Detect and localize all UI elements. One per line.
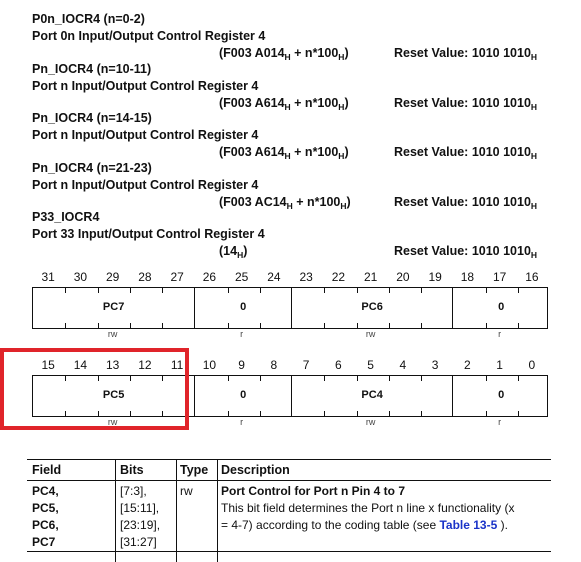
field-name: PC7 — [102, 301, 125, 313]
bit-tick — [421, 376, 422, 381]
reset-value: Reset Value: 1010 $1010_H$ — [394, 46, 538, 62]
register-address: (F003 $AC14_H + n*100_H$) — [219, 194, 351, 211]
bit-number: 20 — [396, 270, 410, 284]
bit-tick — [518, 411, 519, 416]
bit-number: 18 — [460, 270, 475, 284]
bit-number: 14 — [73, 358, 88, 372]
field-access: rw — [365, 329, 376, 339]
bit-number: 3 — [431, 358, 439, 372]
desc-title: Port Control for Port n Pin 4 to 7 — [221, 484, 405, 498]
bit-tick — [98, 288, 99, 293]
bit-tick — [130, 323, 131, 328]
register-address: $(14_H)$ — [219, 244, 248, 260]
desc-line2: = 4-7) according to the coding table (see Table 13-5 ). — [221, 518, 508, 532]
bit-number: 22 — [331, 270, 346, 284]
bit-number: 4 — [399, 358, 407, 372]
bit-tick — [65, 288, 66, 293]
register-name: P33_IOCR4 — [32, 210, 100, 224]
bit-tick — [260, 323, 261, 328]
bit-number: 26 — [202, 270, 217, 284]
register-field — [33, 288, 194, 328]
register-address: (F003 $A614_H + n*100_H$) — [219, 95, 349, 112]
register-name: Pn_IOCR4 (n=14-15) — [32, 111, 152, 125]
register-address: (F003 $A614_H + n*100_H$) — [219, 145, 349, 161]
register-title: Port n Input/Output Control Register 4 — [32, 177, 259, 192]
bit-tick — [324, 288, 325, 293]
bit-number: 15 — [41, 358, 55, 372]
bit-number: 30 — [73, 270, 88, 284]
bit-tick — [357, 376, 358, 381]
bit-tick — [324, 411, 325, 416]
register-field — [291, 376, 452, 416]
bit-number: 8 — [270, 358, 278, 372]
reset-value: Reset Value: 1010 $1010_H$ — [394, 95, 538, 112]
bit-tick — [260, 376, 261, 381]
field-name: 0 — [240, 301, 247, 313]
bit-number: 17 — [492, 270, 507, 284]
header-description: Description — [221, 463, 290, 477]
bit-number: 25 — [234, 270, 249, 284]
bit-tick — [260, 288, 261, 293]
bit-tick — [98, 323, 99, 328]
register-title: Port n Input/Output Control Register 4 — [32, 78, 259, 93]
bit-tick — [389, 376, 390, 381]
field-access: r — [498, 417, 502, 427]
reset-value: Reset Value: 1010 $1010_H$ — [394, 194, 538, 211]
field-name: 0 — [498, 389, 505, 401]
bit-tick — [162, 288, 163, 293]
field-access: rw — [107, 417, 118, 427]
register-field — [452, 288, 549, 328]
field-access: rw — [107, 329, 118, 339]
bit-tick — [518, 376, 519, 381]
bit-number: 0 — [528, 358, 536, 372]
register-title: Port n Input/Output Control Register 4 — [32, 128, 259, 142]
bit-tick — [421, 323, 422, 328]
header-bits: Bits — [120, 463, 144, 477]
bit-number: 12 — [138, 358, 152, 372]
bit-tick — [486, 288, 487, 293]
bit-number: 1 — [496, 358, 503, 372]
field-name: 0 — [240, 389, 247, 401]
register-name: Pn_IOCR4 (n=21-23) — [32, 160, 152, 175]
desc-line1: This bit field determines the Port n line x functionality (x — [221, 501, 515, 515]
register-name: P0n_IOCR4 (n=0-2) — [32, 12, 145, 26]
bit-tick — [162, 323, 163, 328]
bit-number: 6 — [335, 358, 342, 372]
field-type: rw — [180, 484, 193, 498]
bit-number: 7 — [302, 358, 310, 372]
bit-tick — [389, 288, 390, 293]
register-field — [194, 376, 291, 416]
bit-tick — [228, 411, 229, 416]
bit-tick — [65, 323, 66, 328]
bit-tick — [130, 288, 131, 293]
bit-tick — [228, 323, 229, 328]
reset-value: Reset Value: 1010 $1010_H$ — [394, 244, 538, 260]
bit-tick — [357, 323, 358, 328]
bit-number: 10 — [202, 358, 217, 372]
bit-tick — [486, 323, 487, 328]
highlight-box — [0, 348, 189, 430]
header-field: Field — [32, 463, 62, 477]
field-access: r — [240, 417, 244, 427]
field-name: PC4 — [361, 389, 383, 401]
bit-number: 29 — [105, 270, 120, 284]
register-field — [452, 376, 549, 416]
bit-tick — [486, 376, 487, 381]
bit-number: 5 — [367, 358, 374, 372]
register-address: (F003 $A014_H + n*100_H$) — [219, 46, 349, 62]
field-description — [221, 483, 514, 534]
field-access: r — [240, 329, 244, 339]
bit-number: 31 — [41, 270, 55, 284]
bit-number: 21 — [363, 270, 378, 284]
register-title: Port 33 Input/Output Control Register 4 — [32, 227, 265, 241]
bit-tick — [324, 323, 325, 328]
reset-value: Reset Value: 1010 $1010_H$ — [394, 145, 538, 161]
bit-tick — [260, 411, 261, 416]
bit-tick — [389, 323, 390, 328]
bit-number: 24 — [267, 270, 281, 284]
bit-tick — [228, 376, 229, 381]
bit-tick — [421, 411, 422, 416]
bit-tick — [228, 288, 229, 293]
bit-tick — [324, 376, 325, 381]
bit-number: 9 — [238, 358, 245, 372]
register-field — [291, 288, 452, 328]
bit-number: 2 — [464, 358, 471, 372]
field-access: rw — [365, 417, 376, 427]
bit-number: 28 — [138, 270, 152, 284]
bit-number: 11 — [170, 358, 184, 372]
bit-number: 13 — [105, 358, 120, 372]
bit-number: 16 — [525, 270, 539, 284]
table-13-5-link[interactable]: Table 13-5 — [439, 518, 498, 532]
bit-tick — [518, 288, 519, 293]
bit-tick — [486, 411, 487, 416]
field-bits: [7:3], [15:11], [23:19], [31:27] — [120, 484, 161, 549]
register-title: Port 0n Input/Output Control Register 4 — [32, 29, 266, 43]
field-name: PC5 — [102, 389, 125, 401]
field-name: 0 — [498, 301, 505, 313]
bit-number: 19 — [428, 270, 442, 284]
field-names: PC4, PC5, PC6, PC7 — [32, 484, 59, 549]
upper-register-layout — [32, 287, 548, 329]
field-access: r — [498, 329, 502, 339]
bit-number: 27 — [170, 270, 184, 284]
bit-tick — [357, 411, 358, 416]
register-field — [194, 288, 291, 328]
header-type: Type — [180, 463, 209, 477]
bit-tick — [389, 411, 390, 416]
bit-tick — [518, 323, 519, 328]
bit-tick — [421, 288, 422, 293]
bit-tick — [357, 288, 358, 293]
register-name: Pn_IOCR4 (n=10-11) — [32, 61, 152, 76]
field-name: PC6 — [361, 301, 383, 313]
bit-number: 23 — [299, 270, 313, 284]
